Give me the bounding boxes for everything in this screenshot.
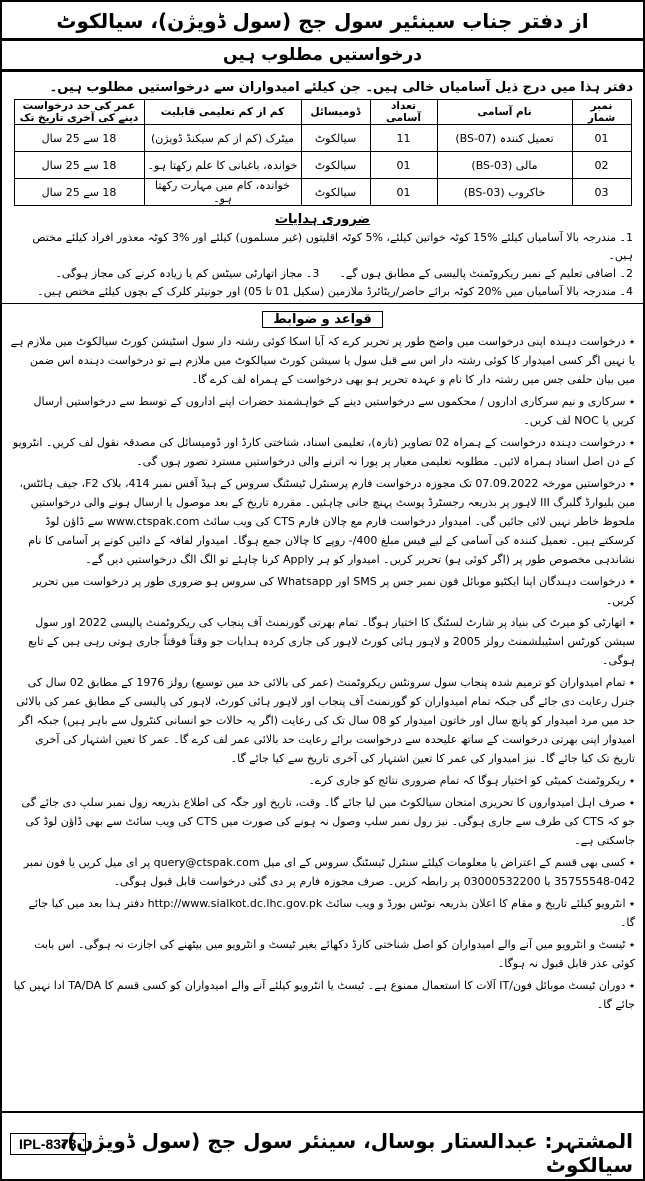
rule-paragraph: ٭ انٹرویو کیلئے تاریخ و مقام کا اعلان بذریعہ نوٹس بورڈ و ویب سائٹ http://www.sialkot.dc.lhc.gov.pk دفتر ہذا بعد میں کیا جائے گا۔ bbox=[28, 897, 635, 929]
footer bbox=[2, 1111, 643, 1179]
table-row bbox=[14, 152, 631, 179]
cell-domicile: سیالکوٹ bbox=[301, 152, 370, 179]
rule-paragraph: ٭ درخواست دہندہ اپنی درخواست میں واضح طور پر تحریر کرے کہ آیا اسکا کوئی رشتہ دار سول اسٹیشن کورٹ سیالکوٹ میں ملازم ہے یا نہیں اگر کسی امیدوار کا کوئی رشتہ دار اس سے قبل سول یا سیشن کورٹ سیالکوٹ میں ملازم ہے تو درخواست دہندہ اس ضمن میں بیان حلفی جس میں رشتہ دار کا نام و عہدہ تحریر ہو بھی درخواست کے ہمراہ لف کرے گا۔ bbox=[10, 335, 635, 386]
rules-divider bbox=[2, 303, 643, 304]
advertiser-signature: المشتہر: عبدالستار بوسال، سینئر سول جج (سول ڈویژن)، سیالکوٹ bbox=[59, 1129, 633, 1177]
cell-qualification: میٹرک (کم از کم سیکنڈ ڈویژن) bbox=[144, 125, 301, 152]
cell-age: 18 سے 25 سال bbox=[14, 152, 144, 179]
page-title: از دفتر جناب سینئیر سول جج (سول ڈویژن)، سیالکوٹ bbox=[56, 9, 589, 33]
rules-heading: قواعد و ضوابط bbox=[262, 311, 383, 328]
instruction-item: 3۔ مجاز اتھارٹی سیٹس کم یا زیادہ کرنے کی مجاز ہوگی۔ bbox=[55, 267, 320, 280]
rule-paragraph: ٭ درخواست دہندگان اپنا ایکٹیو موبائل فون نمبر جس پر SMS اور Whatsapp کی سروس ہو ضروری طور پر درخواست میں تحریر کریں۔ bbox=[32, 575, 635, 607]
instruction-item: 2۔ اضافی تعلیم کے نمبر ریکروٹمنٹ پالیسی کے مطابق ہوں گے۔ bbox=[339, 267, 633, 280]
rule-paragraph: ٭ سرکاری و نیم سرکاری اداروں / محکموں سے درخواستیں دینے کے خواہشمند حضرات اپنے اداروں کے توسط سے درخواستیں ارسال کریں یا NOC لف کریں۔ bbox=[33, 395, 635, 427]
rule-paragraph: ٭ درخواستیں مورخہ 07.09.2022 تک مجوزہ درخواست فارم پرسنٹرل ٹیسٹنگ سروس کے ہیڈ آفس نمبر 414، بلاک F2، جیف ہائٹس، مین بلیوارڈ گلبرگ III لاہور پر بذریعہ رجسٹرڈ پوسٹ پہنچ جانی چاہئیں۔ مقررہ تاریخ کے بعد موصول یا ارسال ہونے والی درخواستیں ملحوظ خاطر نہیں لائی جائیں گی۔ امیدوار درخواست فارم مع چالان فارم CTS کی ویب سائٹ www.ctspak.com سے ڈاؤن لوڈ کرسکتے ہیں۔ تعمیل کنندہ کی آسامی کے لیے فیس مبلغ 400/- روپے کا چالان جمع ہوگا۔ امیدوار لفافہ کے دائیں کونے پر آسامی کا نام نشاندہی مخصوص طور پر (اگر کوئی ہو) تحریر کریں۔ امیدوار کو ہر Apply کرنا چاہئے تو الگ الگ درخواستیں دیں گے۔ bbox=[19, 477, 635, 566]
col-header-count: تعداد آسامی bbox=[370, 100, 437, 125]
subtitle-divider bbox=[2, 69, 643, 72]
col-header-qualification: کم از کم تعلیمی قابلیت bbox=[144, 100, 301, 125]
cell-post: تعمیل کنندہ (BS-07) bbox=[437, 125, 572, 152]
cell-qualification: خواندہ، باغبانی کا علم رکھتا ہو۔ bbox=[144, 152, 301, 179]
cell-serial: 02 bbox=[572, 152, 631, 179]
rule-paragraph: ٭ تمام امیدواران کو ترمیم شدہ پنجاب سول سرونٹس ریکروٹمنٹ (عمر کی بالائی حد میں توسیع) رولز 1976 کے مطابق 02 سال کی جنرل رعایت دی جائے گی جبکہ تمام امیدواران کو گورنمنٹ آف پنجاب اور لاہور ہائی کورٹ، لاہور کی پالیسی کے مطابق عمر کی بالائی حد میں مرد امیدوار کو پانچ سال اور خاتون امیدوار کو 08 سال تک کی رعایت (اگر یہ حالات جو انسانی کنٹرول سے باہر ہیں) جبکہ اگر امیدوار اپنی بھرتی درخواست کے ساتھ علیحدہ سے درخواست برائے رعایت حد بالائی عمر لف کرے گا۔ عمر کا تعین اشتہار کی آخری تاریخ تک کیا جائے گا۔ نیز امیدوار کی عمر کا تعین اشتہار کی آخری تاریخ سے کیا جائے گا۔ bbox=[16, 676, 635, 765]
cell-serial: 03 bbox=[572, 179, 631, 206]
col-header-post: نام آسامی bbox=[437, 100, 572, 125]
header bbox=[2, 2, 643, 72]
title-divider bbox=[2, 38, 643, 41]
instruction-pair bbox=[2, 265, 643, 283]
ipl-code-badge: IPL-8373 bbox=[10, 1133, 86, 1155]
col-header-serial: نمبر شمار bbox=[572, 100, 631, 125]
col-header-domicile: ڈومیسائل bbox=[301, 100, 370, 125]
cell-count: 01 bbox=[370, 179, 437, 206]
instructions-heading: ضروری ہدایات bbox=[274, 212, 371, 227]
cell-age: 18 سے 25 سال bbox=[14, 125, 144, 152]
rule-paragraph: ٭ ٹیسٹ و انٹرویو میں آنے والے امیدواران کو اصل شناختی کارڈ دکھائے بغیر ٹیسٹ و انٹرویو میں بیٹھنے کی اجازت نہ ہوگی۔ اس بابت کوئی عذر قابل قبول نہ ہوگا۔ bbox=[34, 938, 635, 970]
rule-paragraph: ٭ درخواست دہندہ درخواست کے ہمراہ 02 تصاویر (تازہ)، تعلیمی اسناد، شناختی کارڈ اور ڈومیسائل کی مصدقہ نقول لف کریں۔ انٹرویو کے دن اصل اسناد ہمراہ لائیں۔ مطلوبہ تعلیمی معیار پر پورا نہ اترنے والی درخواستیں مسترد تصور ہوں گی۔ bbox=[12, 436, 635, 468]
cell-post: خاکروب (BS-03) bbox=[437, 179, 572, 206]
col-header-age: عمر کی حد درخواست دینے کی آخری تاریخ تک bbox=[14, 100, 144, 125]
cell-age: 18 سے 25 سال bbox=[14, 179, 144, 206]
cell-post: مالی (BS-03) bbox=[437, 152, 572, 179]
cell-domicile: سیالکوٹ bbox=[301, 125, 370, 152]
rule-paragraph: ٭ اتھارٹی کو میرٹ کی بنیاد پر شارٹ لسٹنگ کا اختیار ہوگا۔ تمام بھرتی گورنمنٹ آف پنجاب کی ریکروٹمنٹ پالیسی 2022 اور سول سیشن کورٹس اسٹیبلشمنٹ رولز 2005 و لاہور ہائی کورٹ لاہور کی جاری کردہ ہدایات جو وقتاً فوقتاً جاری ہوتی رہی ہیں کے تابع ہوگی۔ bbox=[28, 616, 635, 667]
vacancy-table bbox=[14, 99, 632, 206]
instruction-item: 4۔ مندرجہ بالا آسامیاں میں %20 کوٹہ برائے حاضر/ریٹائرڈ ملازمین (سکیل 01 تا 05) اور جونیئر کلرک کے بچوں کیلئے مختص ہیں۔ bbox=[37, 285, 633, 298]
rule-paragraph: ٭ دوران ٹیسٹ موبائل فون/IT آلات کا استعمال ممنوع ہے۔ ٹیسٹ یا انٹرویو کیلئے آنے والے امیدواران کو کسی قسم کا TA/DA ادا نہیں کیا جائے گا۔ bbox=[13, 979, 635, 1011]
cell-count: 11 bbox=[370, 125, 437, 152]
cell-domicile: سیالکوٹ bbox=[301, 179, 370, 206]
rule-paragraph: ٭ صرف اہل امیدواروں کا تحریری امتحان سیالکوٹ میں لیا جائے گا۔ وقت، تاریخ اور جگہ کی اطلاع بذریعہ رول نمبر سلپ دی جائے گی جو کہ CTS کی طرف سے جاری ہوگی۔ نیز رول نمبر سلپ وصول نہ ہونے کی صورت میں CTS کی ویب سائٹ سے بھی ڈاؤن لوڈ کی جاسکتی ہے۔ bbox=[21, 796, 635, 847]
cell-count: 01 bbox=[370, 152, 437, 179]
rules-list bbox=[2, 332, 643, 1014]
rule-paragraph: ٭ ریکروٹمنٹ کمیٹی کو اختیار ہوگا کہ تمام ضروری نتائج کو جاری کرے۔ bbox=[308, 774, 635, 787]
table-row bbox=[14, 179, 631, 206]
cell-qualification: خواندہ، کام میں مہارت رکھتا ہو۔ bbox=[144, 179, 301, 206]
intro-text: دفتر ہذا میں درج ذیل آسامیاں خالی ہیں۔ جن کیلئے امیدواران سے درخواستیں مطلوب ہیں۔ bbox=[49, 80, 633, 95]
instruction-item: 1۔ مندرجہ بالا آسامیاں کیلئے %15 کوٹہ خواتین کیلئے، %5 کوٹہ اقلیتوں (غیر مسلموں) کیلئے اور %3 کوٹہ معذور افراد کیلئے مختص ہیں۔ bbox=[32, 231, 633, 262]
cell-serial: 01 bbox=[572, 125, 631, 152]
rule-paragraph: ٭ کسی بھی قسم کے اعتراض یا معلومات کیلئے سنٹرل ٹیسٹنگ سروس کے ای میل query@ctspak.com پر ای میل کریں یا فون نمبر 042-35755548 یا 03000532200 پر رابطہ کریں۔ صرف مجوزہ فارم پر دی گئی درخواست قابل قبول ہوگی۔ bbox=[23, 856, 635, 888]
page-subtitle: درخواستیں مطلوب ہیں bbox=[223, 45, 422, 65]
rules-heading-box bbox=[2, 308, 643, 328]
table-header-row bbox=[14, 100, 631, 125]
table-row bbox=[14, 125, 631, 152]
